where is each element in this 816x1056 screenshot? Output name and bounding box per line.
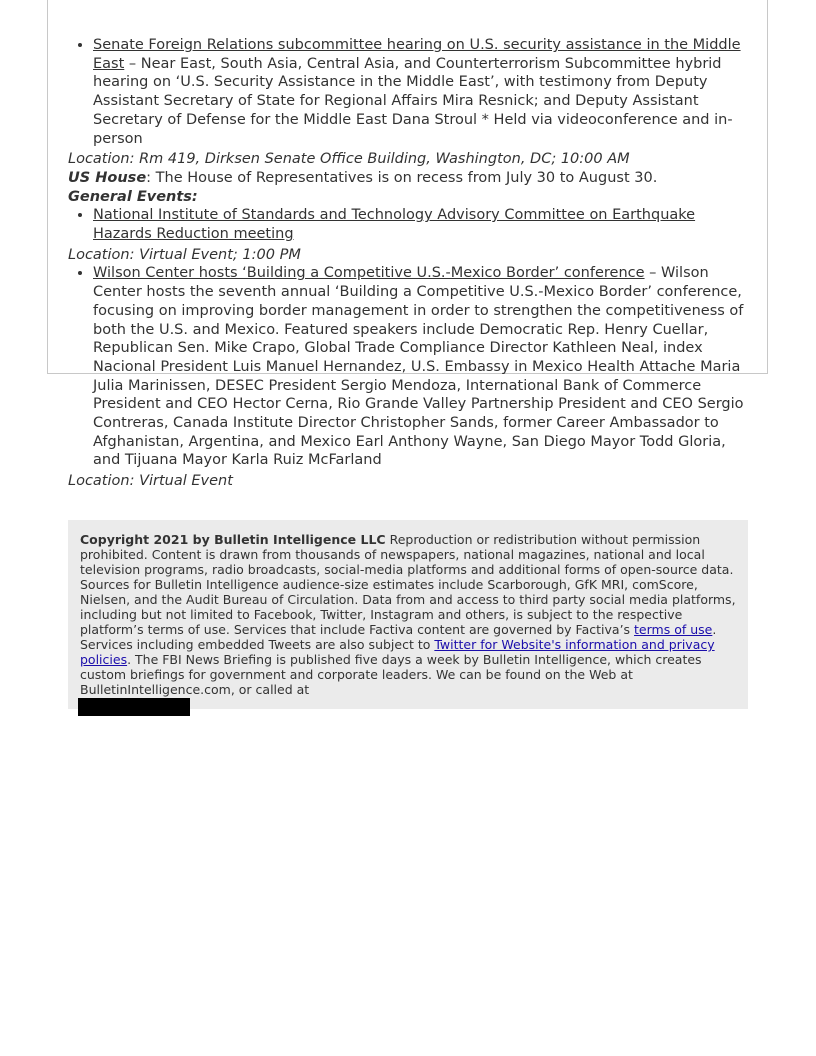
- copyright-footer: [68, 520, 748, 709]
- nist-meeting-link[interactable]: National Institute of Standards and Technology Advisory Committee on Earthquake Hazards Reduction meeting: [93, 207, 696, 243]
- house-label: US House: [68, 169, 147, 186]
- wilson-center-description: – Wilson Center hosts the seventh annual ‘Building a Competitive U.S.-Mexico Border’ conference, focusing on improving border management in order to strengthen the competitiveness of both the U.S. and Mexico. Featured speakers include Democratic Rep. Henry Cuellar, Republican Sen. Mike Crapo, Global Trade Compliance Director Kathleen Neal, index Nacional President Luis Manuel Hernandez, U.S. Embassy in Mexico Health Attache Maria Julia Marinissen, DESEC President Sergio Mendoza, International Bank of Commerce President and CEO Hector Cerna, Rio Grande Valley Partnership President and CEO Sergio Contreras, Canada Institute Director Christopher Sands, former Career Ambassador to Afghanistan, Argentina, and Mexico Earl Anthony Wayne, San Diego Mayor Todd Gloria, and Tijuana Mayor Karla Ruiz McFarland: [93, 265, 744, 469]
- wilson-center-link[interactable]: Wilson Center hosts ‘Building a Competitive U.S.-Mexico Border’ conference: [93, 265, 645, 282]
- nist-meeting-location: Location: Virtual Event; 1:00 PM: [68, 246, 301, 263]
- senate-hearing-link[interactable]: Senate Foreign Relations subcommittee hearing on U.S. security assistance in the Middle East: [93, 37, 741, 72]
- list-item: [93, 206, 748, 243]
- footer-text-1: Reproduction or redistribution without permission prohibited. Content is drawn from thousands of newspapers, national magazines, national and local television programs, radio broadcasts, social-media platforms and additional forms of open-source data. Sources for Bulletin Intelligence audience-size estimates include Scarborough, GfK MRI, comScore, Nielsen, and the Audit Bureau of Circulation. Data from and access to third party social media platforms, including but not limited to Facebook, Twitter, Instagram and others, is subject to the respective platform’s terms of use. Services that include Factiva content are governed by Factiva’s: [80, 532, 736, 637]
- wilson-event-list: [68, 264, 748, 470]
- twitter-policy-link[interactable]: Twitter for Website's information and privacy policies: [80, 637, 715, 667]
- house-text: : The House of Representatives is on recess from July 30 to August 30.: [146, 169, 658, 186]
- house-status: [68, 169, 748, 188]
- footer-text-3: . The FBI News Briefing is published five days a week by Bulletin Intelligence, which creates custom briefings for government and corporate leaders. We can be found on the Web at BulletinIntelligence.com, or called at: [80, 652, 702, 697]
- terms-of-use-link[interactable]: terms of use: [634, 622, 713, 637]
- list-item: [93, 264, 748, 470]
- list-item: [93, 36, 748, 148]
- senate-hearing-description: – Near East, South Asia, Central Asia, and Counterterrorism Subcommittee hybrid hearing on ‘U.S. Security Assistance in the Middle East’, with testimony from Deputy Assistant Secretary of State for Regional Affairs Mira Resnick; and Deputy Assistant Secretary of Defense for the Middle East Dana Stroul * Held via videoconference and in-person: [93, 55, 733, 147]
- redacted-phone-number: [78, 698, 190, 716]
- events-content: [68, 36, 748, 491]
- wilson-center-location: Location: Virtual Event: [68, 473, 233, 490]
- senate-event-list: [68, 36, 748, 148]
- general-events-heading: General Events:: [68, 188, 198, 205]
- footer-text-2: . Services including embedded Tweets are also subject to: [80, 622, 717, 652]
- senate-hearing-location: Location: Rm 419, Dirksen Senate Office Building, Washington, DC; 10:00 AM: [68, 151, 630, 168]
- nist-event-list: [68, 206, 748, 243]
- copyright-heading: Copyright 2021 by Bulletin Intelligence LLC: [80, 532, 386, 547]
